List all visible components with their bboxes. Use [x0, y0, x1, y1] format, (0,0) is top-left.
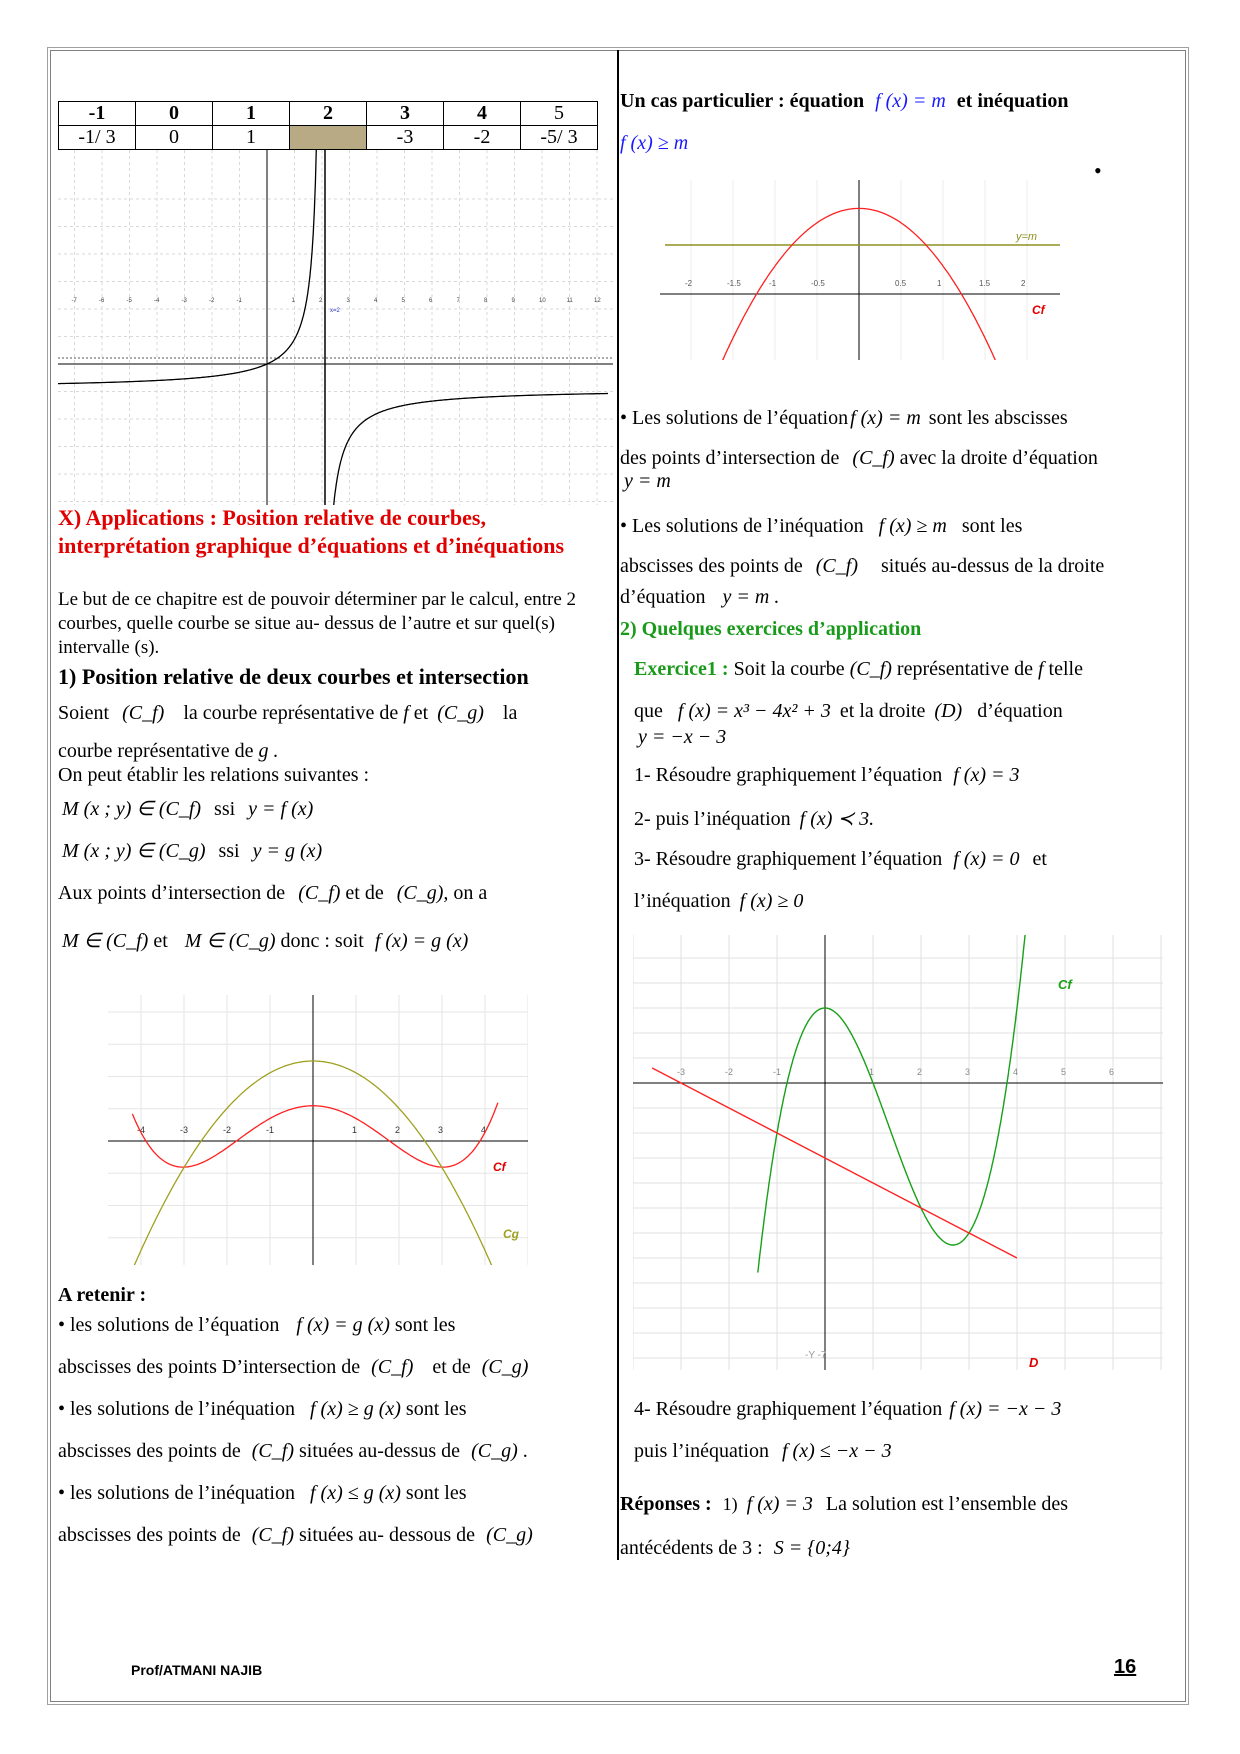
text: abscisses des points D’intersection de — [58, 1356, 361, 1378]
text: • Les solutions de l’inéquation — [620, 515, 864, 537]
text: et de — [345, 882, 384, 904]
math: f (x) = g (x) — [296, 1314, 390, 1336]
x-tick-label: -2 — [685, 279, 693, 288]
table-cell: -3 — [367, 126, 444, 150]
relation-cg — [62, 838, 322, 863]
paragraph-intersection — [58, 882, 487, 905]
retenir-line-2 — [58, 1356, 528, 1379]
text: ssi — [218, 840, 240, 862]
text: Soient — [58, 702, 110, 724]
text: d’équation — [977, 700, 1063, 722]
section-title: X) Applications : Position relative de courbes, interprétation graphique d’équations et d’inéquations — [58, 505, 565, 558]
x-tick-label: 2 — [1021, 279, 1026, 288]
page-number: 16 — [1114, 1656, 1137, 1678]
text: des points d’intersection de — [620, 447, 840, 469]
math: M (x ; y) ∈ (C_f) — [62, 798, 202, 820]
relation-cf — [62, 796, 313, 821]
x-tick-label: 12 — [594, 298, 601, 304]
x-tick-label: 1 — [937, 279, 942, 288]
x-tick-label: 3 — [438, 1125, 444, 1135]
table-cell: 1 — [213, 102, 290, 126]
text: et de — [432, 1356, 471, 1378]
text: abscisses des points de — [58, 1440, 241, 1462]
text: que — [634, 700, 663, 722]
text: situées au- dessous de — [298, 1524, 476, 1546]
paragraph-relations: On peut établir les relations suivantes : — [58, 764, 370, 786]
x-tick-label: 5 — [1061, 1067, 1067, 1077]
graph-cubic-line — [633, 935, 1163, 1370]
text: • Les solutions de l’équation — [620, 407, 849, 429]
text: abscisses des points de — [620, 555, 803, 577]
text: courbe représentative de — [58, 740, 254, 762]
subsection-title-1: 1) Position relative de deux courbes et intersection — [58, 664, 529, 689]
table-cell: 3 — [367, 102, 444, 126]
math: (C_f) — [815, 555, 858, 577]
math-cg: (C_g) — [437, 702, 484, 724]
table-cell: 4 — [444, 102, 521, 126]
math: f (x) ≺ 3. — [799, 808, 875, 830]
text: sont les — [961, 515, 1023, 537]
x-tick-label: 6 — [429, 298, 433, 304]
graph-hyperbola — [58, 150, 613, 505]
text: Réponses : — [620, 1493, 712, 1515]
text: sont les — [405, 1398, 467, 1420]
x-tick-label: -1 — [266, 1125, 275, 1135]
text: Un cas particulier : équation — [620, 90, 865, 112]
label-y: -Y -7 — [805, 1350, 827, 1361]
text: puis l’inéquation — [634, 1440, 769, 1462]
x-tick-label: -5 — [126, 298, 132, 304]
x-tick-label: -1 — [769, 279, 777, 288]
text: on a — [453, 882, 488, 904]
math: f (x) = m — [875, 90, 946, 112]
label-cf: Cf — [493, 1160, 506, 1174]
label-cf: Cf — [1058, 977, 1072, 992]
x-tick-label: -4 — [154, 298, 160, 304]
x-tick-label: -2 — [209, 298, 215, 304]
table-cell: -5/ 3 — [521, 126, 598, 150]
x-tick-label: -0.5 — [811, 279, 825, 288]
paragraph-donc — [62, 928, 468, 953]
text: représentative de — [896, 658, 1033, 680]
math-cf: (C_f) — [122, 702, 165, 724]
curve-cf — [758, 935, 1025, 1273]
x-tick-label: -3 — [180, 1125, 189, 1135]
x-tick-label: 9 — [511, 298, 515, 304]
text: Soit la courbe — [733, 658, 845, 680]
line-d — [652, 1068, 1017, 1258]
bullet-mark: • — [1094, 158, 1102, 183]
graph-cf-cg — [108, 995, 528, 1265]
text: • les solutions de l’équation — [58, 1314, 280, 1336]
math: M ∈ (C_g) — [184, 930, 276, 952]
text: • les solutions de l’inéquation — [58, 1398, 295, 1420]
question-3-end — [634, 890, 803, 913]
text: l’inéquation — [634, 890, 731, 912]
x-tick-label: 7 — [456, 298, 460, 304]
table-cell: -1 — [59, 102, 136, 126]
text: ssi — [214, 798, 236, 820]
math: (C_f) — [251, 1440, 294, 1462]
x-tick-label: 2 — [917, 1067, 923, 1077]
x-tick-label: 4 — [374, 298, 378, 304]
x-tick-label: -7 — [71, 298, 77, 304]
x-tick-label: 0.5 — [895, 279, 907, 288]
text: 3- Résoudre graphiquement l’équation — [634, 848, 943, 870]
table-cell-shaded — [290, 126, 367, 150]
x-tick-label: 1 — [869, 1067, 875, 1077]
text: Aux points d’intersection de — [58, 882, 286, 904]
math-g: g . — [258, 740, 279, 762]
text: sont les — [405, 1482, 467, 1504]
retenir-line-1 — [58, 1314, 455, 1337]
table-cell: -2 — [444, 126, 521, 150]
x-tick-label: 4 — [481, 1125, 487, 1135]
reponses — [620, 1482, 1180, 1570]
question-4 — [634, 1398, 1061, 1421]
text: sont les abscisses — [928, 407, 1068, 429]
x-tick-label: 2 — [319, 298, 323, 304]
x-tick-label: -1 — [236, 298, 242, 304]
curve-right-branch — [325, 394, 608, 506]
math: f (x) ≥ 0 — [739, 890, 804, 912]
math-f: f — [403, 702, 409, 724]
x-tick-label: -4 — [137, 1125, 146, 1135]
graph-parabola-ym — [660, 180, 1060, 360]
math: y = m . — [722, 586, 780, 608]
x-tick-label: -3 — [677, 1067, 686, 1077]
label-cg: Cg — [503, 1227, 519, 1241]
math: y = g (x) — [252, 840, 323, 862]
x-tick-label: 5 — [401, 298, 405, 304]
table-cell: 0 — [136, 126, 213, 150]
table-cell: 1 — [213, 126, 290, 150]
text: 4- Résoudre graphiquement l’équation — [634, 1398, 943, 1420]
paragraph-soient — [58, 702, 613, 725]
text: et la droite — [839, 700, 926, 722]
text: . — [522, 1440, 528, 1462]
math: (D) — [934, 700, 963, 722]
text: telle — [1048, 658, 1083, 680]
footer-author: Prof/ATMANI NAJIB — [131, 1662, 263, 1678]
label-cf: Cf — [1032, 303, 1045, 317]
math: f (x) = 0 — [953, 848, 1020, 870]
x-tick-label: 1.5 — [979, 279, 991, 288]
retenir-line-4 — [58, 1440, 528, 1463]
retenir-line-3 — [58, 1398, 466, 1421]
x-tick-label: -6 — [99, 298, 105, 304]
x-tick-label: -2 — [725, 1067, 734, 1077]
x-tick-label: 6 — [1109, 1067, 1115, 1077]
solution-inequation-end — [620, 586, 779, 609]
math: f (x) = 3 — [953, 764, 1020, 786]
text: la courbe représentative de — [183, 702, 399, 724]
math: f (x) ≤ g (x) — [309, 1482, 401, 1504]
math: y = f (x) — [248, 798, 314, 820]
math-droite: y = −x − 3 — [638, 726, 727, 748]
math: f (x) = −x − 3 — [949, 1398, 1062, 1420]
retenir-line-6 — [58, 1524, 533, 1547]
text: abscisses des points de — [58, 1524, 241, 1546]
retenir-line-5 — [58, 1482, 466, 1505]
math: (C_f) — [852, 447, 895, 469]
math: (C_g) — [481, 1356, 529, 1378]
math: S = {0;4} — [773, 1537, 850, 1559]
text: et — [1032, 848, 1047, 870]
text: avec la droite d’équation — [899, 447, 1098, 469]
text: et — [153, 930, 168, 952]
math: f (x) ≤ −x − 3 — [781, 1440, 892, 1462]
curve-cg — [132, 1061, 506, 1265]
text: 1) — [722, 1494, 738, 1514]
text: la — [502, 702, 518, 724]
math-y-m: y = m — [624, 470, 671, 492]
math: (C_f) — [849, 658, 892, 680]
question-2 — [634, 806, 874, 831]
x-tick-label: 2 — [395, 1125, 401, 1135]
text: et inéquation — [956, 90, 1069, 112]
math: (C_g) — [486, 1524, 533, 1546]
math: f (x) ≥ g (x) — [309, 1398, 401, 1420]
intro-paragraph: Le but de ce chapitre est de pouvoir déterminer par le calcul, entre 2 courbes, quelle courbe se situe au- dessus de l’autre et sur quel(s) intervalle (s). — [58, 589, 577, 658]
text: d’équation — [620, 586, 706, 608]
exercise-label: Exercice1 : — [634, 658, 729, 680]
table-cell: -1/ 3 — [59, 126, 136, 150]
x-tick-label: -3 — [181, 298, 187, 304]
cas-particulier — [620, 80, 1180, 164]
math: f (x) ≥ m — [620, 132, 689, 154]
question-1 — [634, 764, 1020, 787]
x-tick-label: 3 — [346, 298, 350, 304]
retenir-title: A retenir : — [58, 1284, 147, 1306]
math: (C_f) — [251, 1524, 294, 1546]
math: f — [1037, 658, 1044, 680]
question-3 — [634, 848, 1047, 871]
label-y-m: y=m — [1016, 231, 1038, 243]
math: (C_g), — [396, 882, 449, 904]
solution-equation — [620, 398, 1180, 478]
table-row-x — [59, 102, 598, 126]
text: antécédents de 3 : — [620, 1537, 763, 1559]
math: (C_f) — [298, 882, 341, 904]
text: et — [413, 702, 429, 724]
table-cell: 0 — [136, 102, 213, 126]
x-tick-label: 1 — [352, 1125, 358, 1135]
text: situées au-dessus de — [298, 1440, 461, 1462]
math: f (x) = g (x) — [374, 930, 469, 952]
text: sont les — [394, 1314, 456, 1336]
x-tick-label: 8 — [484, 298, 488, 304]
question-4-end — [634, 1440, 892, 1463]
math: (C_f) — [371, 1356, 414, 1378]
solution-inequation — [620, 506, 1180, 586]
x-tick-label: 11 — [566, 298, 573, 304]
text: La solution est l’ensemble des — [825, 1493, 1069, 1515]
curve-left-branch — [58, 150, 320, 384]
paragraph-courbe-g — [58, 740, 278, 763]
text: • les solutions de l’inéquation — [58, 1482, 295, 1504]
label-d: D — [1029, 1355, 1039, 1370]
x-tick-label: 3 — [965, 1067, 971, 1077]
x-tick-label: -1 — [773, 1067, 782, 1077]
asymptote-label: x=2 — [330, 308, 340, 314]
math: f (x) = x³ − 4x² + 3 — [677, 700, 831, 722]
column-divider — [617, 50, 619, 1560]
x-tick-label: -1.5 — [727, 279, 741, 288]
value-table — [58, 101, 598, 150]
table-cell: 5 — [521, 102, 598, 126]
text: 2- puis l’inéquation — [634, 808, 791, 830]
text: 1- Résoudre graphiquement l’équation — [634, 764, 943, 786]
subsection-title-2: 2) Quelques exercices d’application — [620, 618, 922, 640]
math: (C_g) — [471, 1440, 518, 1462]
math: f (x) ≥ m — [878, 515, 947, 537]
x-tick-label: 4 — [1013, 1067, 1019, 1077]
math: f (x) = 3 — [746, 1493, 813, 1515]
x-tick-label: -2 — [223, 1125, 232, 1135]
math: M ∈ (C_f) — [62, 930, 149, 952]
x-tick-label: 1 — [291, 298, 295, 304]
x-tick-label: 10 — [539, 298, 546, 304]
math: M (x ; y) ∈ (C_g) — [62, 840, 206, 862]
text: situés au-dessus de la droite — [880, 555, 1105, 577]
table-cell: 2 — [290, 102, 367, 126]
exercice1-statement — [634, 648, 1179, 732]
table-row-y — [59, 126, 598, 150]
math: f (x) = m — [850, 407, 921, 429]
text: donc : soit — [280, 930, 364, 952]
